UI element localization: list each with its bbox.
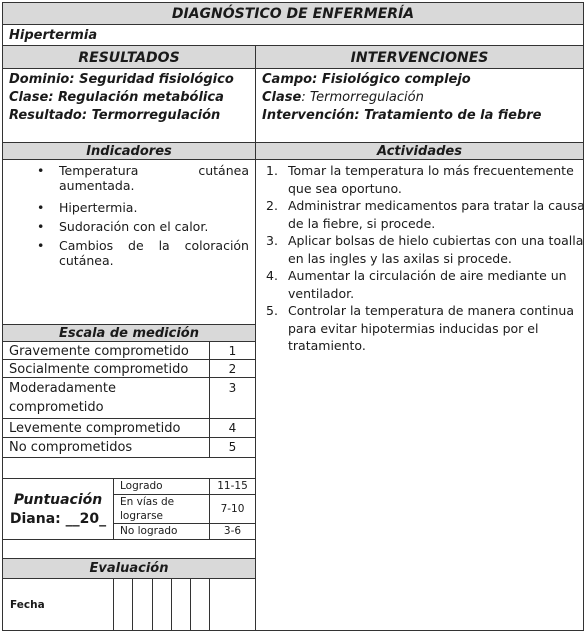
- resultado-text: Resultado: Termorregulación: [9, 108, 221, 123]
- escala-value-cell: [209, 418, 256, 438]
- page-title: DIAGNÓSTICO DE ENFERMERÍA: [171, 6, 415, 22]
- escala-row: [2, 359, 210, 378]
- escala-row: [2, 377, 210, 419]
- actividad-item: [266, 162, 578, 197]
- actividades-header: [255, 142, 584, 160]
- escala-value: 4: [228, 421, 237, 435]
- escala-value-cell: [209, 359, 256, 378]
- campo-text: Campo: Fisiológico complejo: [262, 72, 471, 87]
- indicador-item: [37, 238, 249, 268]
- indicador-line: [59, 238, 249, 253]
- indicadores-body: [2, 159, 256, 325]
- actividad-number: 3.: [266, 233, 278, 248]
- actividad-line: tratamiento.: [288, 338, 366, 353]
- escala-label: Gravemente comprometido: [9, 344, 189, 359]
- actividad-item: [266, 302, 578, 355]
- indicadores-heading: Indicadores: [86, 144, 172, 159]
- puntuacion-row-label-cont: lograrse: [120, 510, 164, 522]
- actividad-line: ventilador.: [288, 285, 355, 301]
- intervenciones-header: [255, 45, 584, 69]
- puntuacion-range-cell: [209, 494, 256, 524]
- clase-text: Clase: Regulación metabólica: [9, 90, 224, 105]
- escala-row: [2, 418, 210, 438]
- actividad-item: [266, 232, 584, 267]
- bullet-icon: •: [37, 238, 45, 253]
- escala-value: 1: [228, 344, 237, 358]
- indicador-item: [37, 200, 249, 215]
- actividad-line: de la fiebre, si procede.: [288, 215, 436, 231]
- indicador-line: Sudoración con el calor.: [59, 219, 209, 234]
- indicador-line: Hipertermia.: [59, 200, 138, 215]
- escala-label: No comprometidos: [9, 440, 133, 455]
- resultados-header: [2, 45, 256, 69]
- actividad-line: Tomar la temperatura lo más frecuentemente: [288, 163, 574, 178]
- escala-value: 2: [228, 362, 237, 376]
- escala-value-cell: [209, 377, 256, 419]
- actividades-body: [255, 159, 584, 631]
- title-row: [2, 2, 584, 25]
- escala-value-cell: [209, 437, 256, 458]
- bullet-icon: •: [37, 163, 45, 178]
- clase-value: : Termorregulación: [301, 90, 424, 105]
- puntuacion-range-cell: [209, 523, 256, 540]
- resultados-heading: RESULTADOS: [78, 50, 180, 66]
- indicador-word: la: [158, 238, 170, 253]
- diana-value: Diana: __20_: [9, 511, 107, 527]
- puntuacion-row-label: Logrado: [120, 480, 163, 492]
- indicador-word: Cambios: [59, 238, 114, 253]
- nursing-diagnosis-form: [2, 2, 584, 631]
- bullet-icon: •: [37, 219, 45, 234]
- fecha-date-cell[interactable]: [190, 578, 210, 631]
- indicador-word: Temperatura: [59, 163, 139, 178]
- fecha-date-cell[interactable]: [113, 578, 133, 631]
- actividad-number: 1.: [266, 163, 278, 178]
- evaluacion-header: [2, 558, 256, 579]
- puntuacion-row: [113, 523, 210, 540]
- puntuacion-row-label: En vías de: [120, 496, 175, 508]
- clase-label: Clase: [262, 90, 302, 105]
- actividad-line: en las ingles y las axilas si procede.: [288, 250, 512, 266]
- bullet-icon: •: [37, 200, 45, 215]
- actividades-heading: Actividades: [377, 144, 462, 159]
- fecha-date-cell[interactable]: [171, 578, 191, 631]
- indicador-item: [37, 219, 249, 234]
- intervencion-text: Intervención: Tratamiento de la fiebre: [262, 108, 542, 123]
- puntuacion-row-label: No logrado: [120, 525, 178, 537]
- indicador-word: de: [128, 238, 144, 253]
- actividad-item: [266, 267, 578, 302]
- escala-label-cont: comprometido: [9, 400, 104, 415]
- puntuacion-range-cell: [209, 478, 256, 495]
- escala-header: [2, 324, 256, 342]
- puntuacion-range: 7-10: [220, 503, 245, 515]
- diagnosis-label: Hipertermia: [9, 28, 98, 43]
- actividad-line: para evitar hipotermias inducidas por el: [288, 320, 539, 336]
- actividad-number: 2.: [266, 198, 278, 213]
- actividad-line: Aumentar la circulación de aire mediante un: [288, 268, 567, 283]
- actividad-line: que sea oportuno.: [288, 180, 402, 196]
- escala-heading: Escala de medición: [59, 326, 199, 341]
- escala-value-cell: [209, 341, 256, 360]
- puntuacion-label: Puntuación: [13, 492, 103, 508]
- puntuacion-row: [113, 478, 210, 495]
- escala-value: 5: [228, 440, 237, 454]
- actividad-number: 4.: [266, 268, 278, 283]
- fecha-label-cell: [2, 578, 114, 631]
- indicador-word: coloración: [184, 238, 249, 253]
- diagnosis-row: [2, 24, 584, 46]
- escala-label: Levemente comprometido: [9, 421, 181, 436]
- evaluacion-heading: Evaluación: [89, 561, 169, 576]
- fecha-date-cell[interactable]: [209, 578, 256, 631]
- indicador-item: [37, 163, 249, 193]
- indicador-line: [59, 163, 249, 178]
- spacer-row: [2, 457, 256, 479]
- indicador-word: cutánea: [198, 163, 249, 178]
- actividad-number: 5.: [266, 303, 278, 318]
- clase-line: [262, 90, 424, 105]
- intervenciones-details: [255, 68, 584, 143]
- indicadores-header: [2, 142, 256, 160]
- actividad-line: Aplicar bolsas de hielo cubiertas con una toalla: [288, 233, 584, 248]
- fecha-label: Fecha: [10, 599, 45, 611]
- fecha-date-cell[interactable]: [152, 578, 172, 631]
- puntuacion-range: 3-6: [223, 525, 242, 537]
- actividad-line: Controlar la temperatura de manera continua: [288, 303, 574, 318]
- escala-row: [2, 437, 210, 458]
- spacer-row: [2, 539, 256, 559]
- indicador-line: aumentada.: [59, 178, 135, 193]
- intervenciones-heading: INTERVENCIONES: [350, 50, 489, 66]
- puntuacion-row: [113, 494, 210, 524]
- escala-row: [2, 341, 210, 360]
- indicador-line: cutánea.: [59, 253, 114, 268]
- actividad-item: [266, 197, 585, 232]
- puntuacion-cell: [2, 478, 114, 540]
- resultados-details: [2, 68, 256, 143]
- actividad-line: Administrar medicamentos para tratar la causa: [288, 198, 585, 213]
- escala-value: 3: [228, 381, 237, 395]
- dominio-text: Dominio: Seguridad fisiológico: [9, 72, 234, 87]
- escala-label: Moderadamente: [9, 381, 116, 396]
- escala-label: Socialmente comprometido: [9, 362, 189, 377]
- fecha-date-cell[interactable]: [132, 578, 153, 631]
- puntuacion-range: 11-15: [217, 480, 248, 492]
